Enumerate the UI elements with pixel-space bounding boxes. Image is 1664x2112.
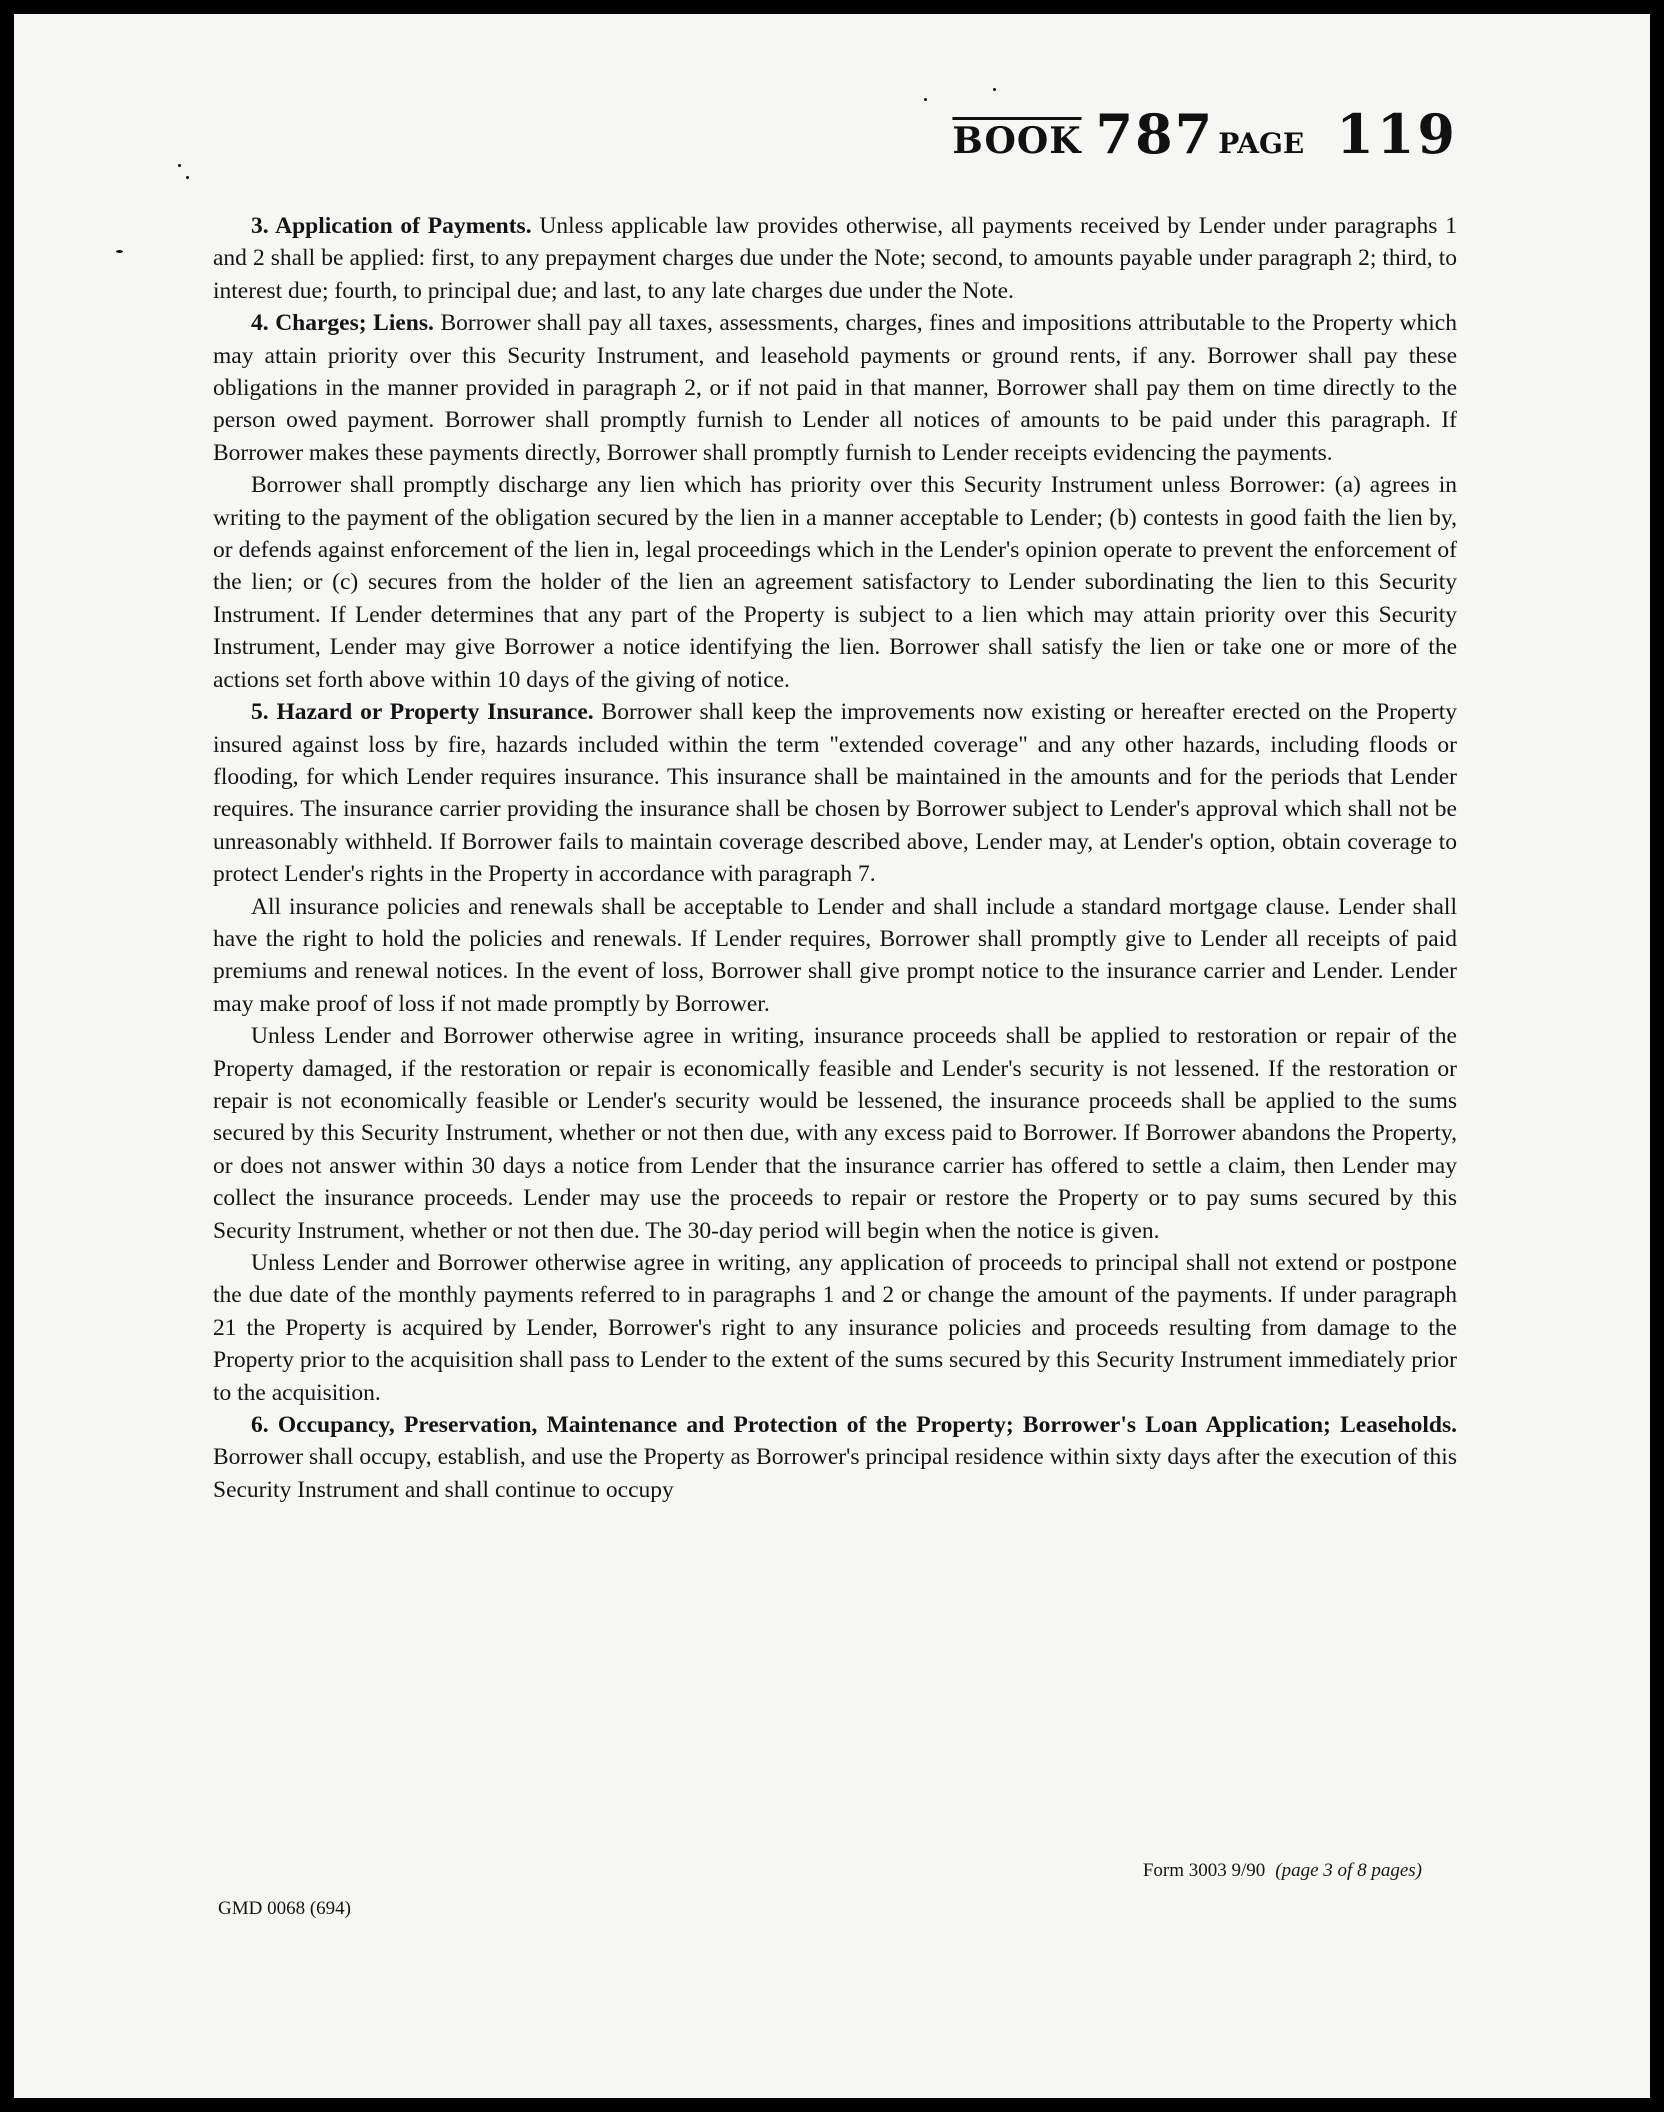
book-number: 787 bbox=[1095, 102, 1215, 166]
paragraph-text: Unless Lender and Borrower otherwise agree in writing, any application of proceeds to principal shall not extend or postpone the due date of the monthly payments referred to in paragraphs 1 and 2 or change the amount of the payments. If under paragraph 21 the Property is acquired by Lender, Borrower's right to any insurance policies and proceeds resulting from damage to the Property prior to the acquisition shall pass to Lender to the extent of the sums secured by this Security Instrument immediately prior to the acquisition. bbox=[213, 1250, 1457, 1406]
scan-speck bbox=[178, 164, 181, 167]
paragraph-text: All insurance policies and renewals shall be acceptable to Lender and shall include a standard mortgage clause. Lender shall have the right to hold the policies and renewals. If Lender requires, Borrower shall promptly give to Lender all receipts of paid premiums and renewal notices. In the event of loss, Borrower shall give prompt notice to the insurance carrier and Lender. Lender may make proof of loss if not made promptly by Borrower. bbox=[213, 893, 1457, 1017]
scan-speck bbox=[993, 88, 996, 91]
paragraph-text: Unless applicable law provides otherwise, all payments received by Lender under paragraphs 1 and 2 shall be applied: first, to any prepayment charges due under the Note; second, to amounts payable under paragraph 2; third, to interest due; fourth, to principal due; and last, to any late charges due under the Note. bbox=[213, 213, 1457, 304]
page-info: (page 3 of 8 pages) bbox=[1275, 1860, 1422, 1881]
paragraph-heading: 5. Hazard or Property Insurance. bbox=[251, 699, 594, 726]
form-number: Form 3003 9/90 bbox=[1142, 1860, 1266, 1881]
paragraph-heading: 3. Application of Payments. bbox=[251, 213, 532, 239]
paragraph-charges-liens bbox=[213, 307, 1457, 469]
scan-speck bbox=[924, 98, 927, 101]
form-footer bbox=[1143, 1860, 1422, 1882]
book-label: BOOK bbox=[952, 120, 1082, 162]
paragraph-text: Borrower shall occupy, establish, and use the Property as Borrower's principal residence within sixty days after the execution of this Security Instrument and shall continue to occupy bbox=[213, 1444, 1457, 1503]
paragraph-hazard-insurance bbox=[213, 696, 1457, 890]
paragraph-heading: 6. Occupancy, Preservation, Maintenance and Protection of the Property; Borrower's Loan Application; Leaseholds. bbox=[251, 1412, 1457, 1439]
paragraph-text: Borrower shall keep the improvements now existing or hereafter erected on the Property insured against loss by fire, hazards included within the term "extended coverage" and any other hazards, including floods or flooding, for which Lender requires insurance. This insurance shall be maintained in the amounts and for the periods that Lender requires. The insurance carrier providing the insurance shall be chosen by Borrower subject to Lender's approval which shall not be unreasonably withheld. If Borrower fails to maintain coverage described above, Lender may, at Lender's option, obtain coverage to protect Lender's rights in the Property in accordance with paragraph 7. bbox=[213, 699, 1457, 888]
paragraph-heading: 4. Charges; Liens. bbox=[251, 310, 434, 337]
paragraph-insurance-proceeds bbox=[213, 1020, 1457, 1247]
paragraph-text: Borrower shall pay all taxes, assessments, charges, fines and impositions attributable to the Property which may attain priority over this Security Instrument, and leasehold payments or ground rents, if any. Borrower shall pay these obligations in the manner provided in paragraph 2, or if not paid in that manner, Borrower shall pay them on time directly to the person owed payment. Borrower shall promptly furnish to Lender all notices of amounts to be paid under this paragraph. If Borrower makes these payments directly, Borrower shall promptly furnish to Lender receipts evidencing the payments. bbox=[213, 310, 1457, 466]
document-code: GMD 0068 (694) bbox=[218, 1898, 351, 1919]
paragraph-occupancy bbox=[213, 1409, 1457, 1506]
page-number: 119 bbox=[1336, 102, 1458, 166]
recording-header bbox=[952, 102, 1458, 166]
paragraph-text: Unless Lender and Borrower otherwise agree in writing, insurance proceeds shall be applied to restoration or repair of the Property damaged, if the restoration or repair is economically feasible and Lender's security is not lessened. If the restoration or repair is not economically feasible or Lender's security would be lessened, the insurance proceeds shall be applied to the sums secured by this Security Instrument, whether or not then due, with any excess paid to Borrower. If Borrower abandons the Property, or does not answer within 30 days a notice from Lender that the insurance carrier has offered to settle a claim, then Lender may collect the insurance proceeds. Lender may use the proceeds to repair or restore the Property or to pay sums secured by this Security Instrument, whether or not then due. The 30-day period will begin when the notice is given. bbox=[213, 1023, 1457, 1244]
paragraph-lien-discharge bbox=[213, 469, 1457, 696]
paragraph-application-of-payments bbox=[213, 210, 1457, 307]
page-label: PAGE bbox=[1218, 127, 1305, 160]
paragraph-insurance-policies bbox=[213, 891, 1457, 1021]
scan-speck bbox=[186, 176, 189, 179]
paragraph-text: Borrower shall promptly discharge any lien which has priority over this Security Instrument unless Borrower: (a) agrees in writing to the payment of the obligation secured by the lien in a manner acceptable to Lender; (b) contests in good faith the lien by, or defends against enforcement of the lien in, legal proceedings which in the Lender's opinion operate to prevent the enforcement of the lien; or (c) secures from the holder of the lien an agreement satisfactory to Lender subordinating the lien to this Security Instrument. If Lender determines that any part of the Property is subject to a lien which may attain priority over this Security Instrument, Lender may give Borrower a notice identifying the lien. Borrower shall satisfy the lien or take one or more of the actions set forth above within 10 days of the giving of notice. bbox=[213, 472, 1457, 693]
document-page bbox=[14, 14, 1650, 2098]
paragraph-proceeds-application bbox=[213, 1247, 1457, 1409]
scan-speck bbox=[116, 250, 123, 253]
document-body bbox=[213, 210, 1457, 1506]
